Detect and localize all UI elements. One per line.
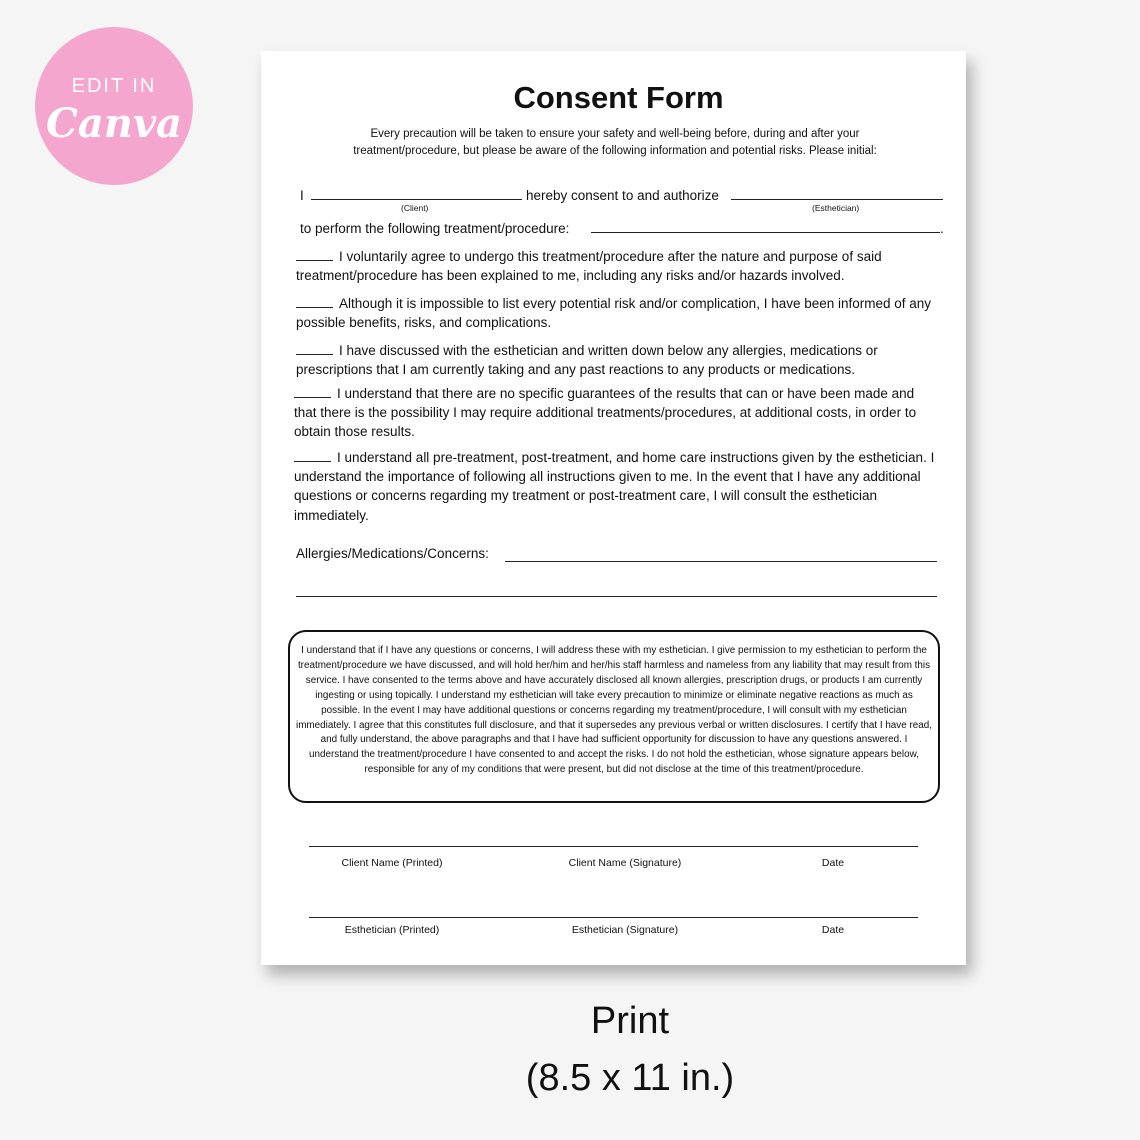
esthetician-signature-label: Esthetician (Signature) — [571, 924, 679, 936]
print-size-caption: (8.5 x 11 in.) — [525, 1057, 735, 1099]
allergies-line-2[interactable] — [296, 596, 937, 597]
allergies-label: Allergies/Medications/Concerns: — [296, 546, 489, 561]
disclosure-text: I understand that if I have any questions or concerns, I will address these with my esthetician. I give permission to my esthetician to perform the treatment/procedure we have discussed, and will hold her/him and her/his staff harmless and nameless from any liability that may result from this service. I have consented to the terms above and have accurately disclosed all known allergies, prescription drugs, or products I am currently ingesting or using topically. I understand my esthetician will take every precaution to minimize or eliminate negative reactions as much as possible. In the event I may have additional questions or concerns regarding my treatment/procedure, I will consult with my esthetician immediately. I agree that this constitutes full disclosure, and that it supersedes any previous verbal or written disclosures. I certify that I have read, and fully understand, the above paragraphs and that I have had sufficient opportunity for discussion to have any questions answered. I understand the treatment/procedure I have consented to and accept the risks. I do not hold the esthetician, whose signature appears below, responsible for any of my conditions that were present, but did not disclose at the time of this treatment/procedure. — [296, 645, 932, 776]
treatment-blank[interactable] — [591, 232, 940, 233]
initial-item — [296, 247, 938, 285]
perform-label: to perform the following treatment/procedure: — [300, 221, 570, 236]
initial-item-text: I voluntarily agree to undergo this treatment/procedure after the nature and purpose of said treatment/procedure has been explained to me, including any risks and/or hazards involved. — [296, 249, 882, 284]
client-signature-line[interactable] — [309, 846, 918, 847]
allergies-line-1[interactable] — [505, 561, 937, 562]
initial-blank[interactable] — [296, 260, 333, 261]
initial-item — [294, 384, 939, 442]
client-date-label: Date — [821, 857, 845, 869]
initial-item — [296, 294, 938, 332]
client-name-blank[interactable] — [311, 199, 522, 200]
esthetician-caption: (Esthetician) — [812, 203, 860, 213]
consent-prefix: I — [300, 188, 304, 203]
print-caption: Print — [590, 1000, 670, 1042]
initial-blank[interactable] — [296, 307, 333, 308]
form-intro: Every precaution will be taken to ensure your safety and well-being before, during and after your treatment/procedure, but please be aware of the following information and potential risks. Please initial: — [353, 128, 877, 157]
initial-item — [294, 448, 939, 525]
client-signature-label: Client Name (Signature) — [568, 857, 682, 869]
perform-end: . — [940, 221, 944, 236]
badge-edit-label: EDIT IN — [71, 75, 157, 97]
initial-blank[interactable] — [294, 461, 331, 462]
client-printed-label: Client Name (Printed) — [341, 857, 443, 869]
form-title: Consent Form — [513, 80, 724, 115]
esthetician-printed-label: Esthetician (Printed) — [344, 924, 440, 936]
initial-item-text: I understand that there are no specific guarantees of the results that can or have been made and that there is the possibility I may require additional treatments/procedures, at additional costs, in order to obtain those results. — [294, 386, 917, 440]
initial-item-text: I have discussed with the esthetician and written down below any allergies, medications or prescriptions that I am currently taking and any past reactions to any products or medications. — [296, 343, 878, 378]
canva-logo: Canva — [46, 100, 182, 147]
initial-blank[interactable] — [294, 397, 331, 398]
esthetician-name-blank[interactable] — [731, 199, 943, 200]
client-caption: (Client) — [401, 203, 429, 213]
initial-item-text: I understand all pre-treatment, post-treatment, and home care instructions given by the esthetician. I understand the importance of following all instructions given to me. In the event that I have any additional questions or concerns regarding my treatment or post-treatment care, I will consult the esthetician immediately. — [294, 450, 935, 523]
initial-blank[interactable] — [296, 354, 333, 355]
consent-middle-text: hereby consent to and authorize — [526, 188, 719, 203]
initial-item — [296, 341, 938, 379]
esthetician-date-label: Date — [821, 924, 845, 936]
esthetician-signature-line[interactable] — [309, 917, 918, 918]
disclosure-box — [288, 630, 940, 803]
initial-item-text: Although it is impossible to list every potential risk and/or complication, I have been informed of any possible benefits, risks, and complications. — [296, 296, 932, 331]
edit-in-canva-badge — [35, 27, 193, 185]
